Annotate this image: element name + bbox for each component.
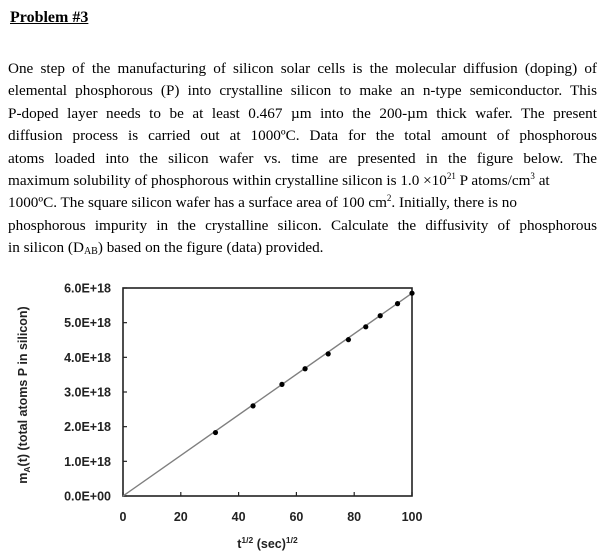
x-tick-label: 0 [119, 510, 127, 524]
solubility-exponent: 21 [446, 171, 456, 182]
x-tick-label: 60 [289, 510, 304, 524]
y-label-rest: (t) (total atoms P in silicon) [16, 306, 30, 467]
area-exponent: 2 [386, 193, 392, 204]
data-point [395, 301, 400, 306]
y-tick-label: 6.0E+18 [64, 281, 111, 296]
x-label-exp2: 1/2 [285, 535, 298, 545]
solubility-tail: at [534, 172, 550, 190]
statement-line: P-doped layer needs to be at least 0.467 µm into the 200-µm thick wafer. The present [8, 104, 597, 122]
diffusivity-tail: ) based on the figure (data) provided. [97, 239, 324, 257]
y-tick-label: 1.0E+18 [64, 454, 111, 469]
diffusivity-text: in silicon (D [8, 239, 84, 257]
x-tick-label: 20 [173, 510, 188, 524]
y-tick-labels [64, 282, 111, 504]
y-tick-label: 4.0E+18 [64, 350, 111, 365]
fit-line [123, 293, 412, 496]
x-tick-label: 80 [347, 510, 362, 524]
solubility-text: maximum solubility of phosphorous within crystalline silicon is 1.0 ×10 [8, 172, 447, 190]
data-point [250, 403, 255, 408]
data-point [363, 324, 368, 329]
statement-line: phosphorous impurity in the crystalline silicon. Calculate the diffusivity of phosphorous [8, 216, 597, 234]
y-axis-label-text [16, 306, 32, 483]
solubility-unit: P atoms/cm [455, 172, 531, 190]
x-axis-label-text [237, 535, 298, 551]
area-tail: . Initially, there is no [391, 194, 517, 212]
area-text: 1000ºC. The square silicon wafer has a surface area of 100 cm [8, 194, 387, 212]
y-tick-label: 3.0E+18 [64, 385, 111, 400]
x-label-base: t [237, 537, 242, 551]
cubic-exponent: 3 [530, 171, 535, 182]
problem-title: Problem #3 [10, 9, 89, 26]
x-label-exp: 1/2 [241, 535, 254, 545]
data-point [346, 337, 351, 342]
problem-statement [8, 58, 597, 260]
y-label-base: m [16, 472, 30, 484]
y-label-sub: A [22, 466, 32, 473]
y-axis-label [16, 306, 32, 483]
statement-line: One step of the manufacturing of silicon solar cells is the molecular diffusion (doping) of [8, 60, 597, 77]
x-tick-label: 40 [231, 510, 246, 524]
x-label-unit: (sec) [253, 537, 286, 551]
x-axis-label [237, 535, 298, 551]
data-point [409, 291, 414, 296]
data-point [213, 430, 218, 435]
y-tick-label: 2.0E+18 [64, 420, 111, 435]
data-point [326, 351, 331, 356]
statement-line-diffusivity [8, 237, 597, 259]
statement-line: atoms loaded into the silicon wafer vs. time are presented in the figure below. The [8, 149, 597, 167]
data-point [302, 366, 307, 371]
statement-line-solubility [8, 170, 597, 192]
data-point [279, 382, 284, 387]
y-tick-label: 5.0E+18 [64, 316, 111, 331]
statement-line: diffusion process is carried out at 1000ºC. Data for the total amount of phosphorous [8, 127, 597, 145]
diffusion-chart [0, 270, 440, 554]
y-tick-label: 0.0E+00 [64, 489, 111, 504]
data-point [378, 313, 383, 318]
statement-line: elemental phosphorous (P) into crystalline silicon to make an n-type semiconductor. This [8, 82, 597, 100]
x-tick-label: 100 [401, 510, 423, 524]
diffusivity-subscript: AB [83, 246, 98, 258]
x-tick-labels [120, 510, 423, 524]
statement-line-area [8, 192, 597, 214]
